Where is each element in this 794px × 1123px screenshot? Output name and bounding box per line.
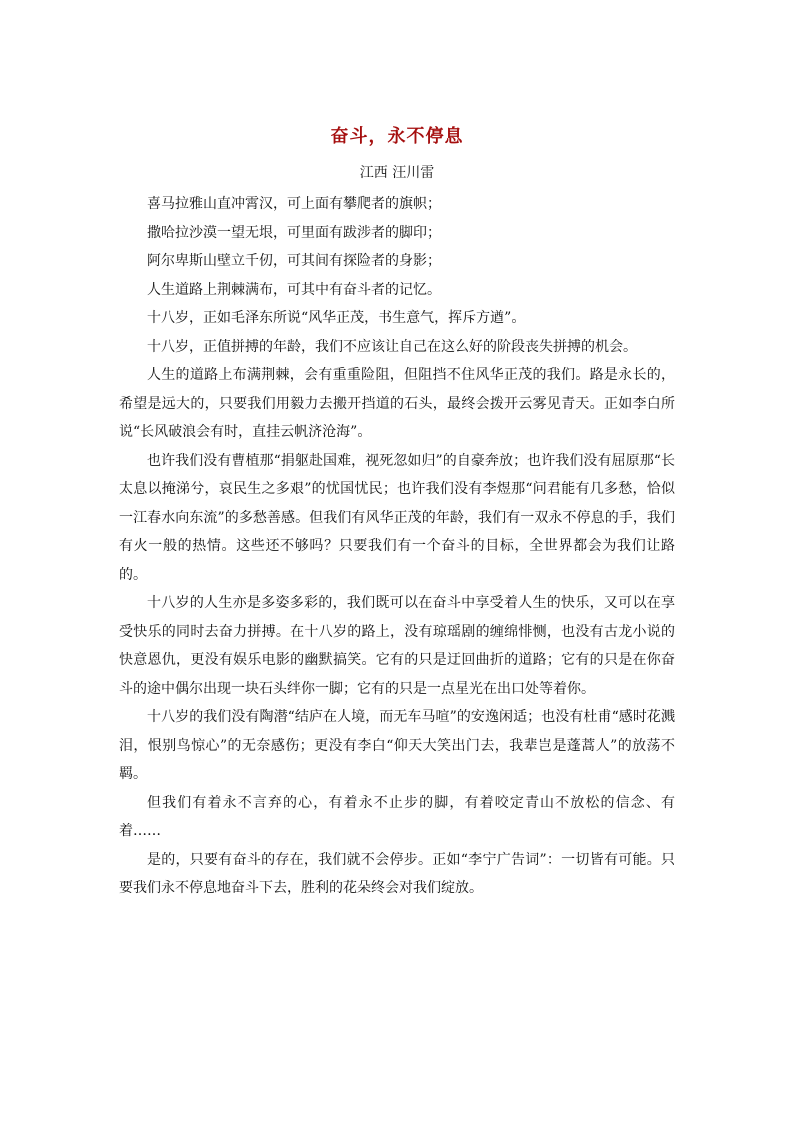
- document-page: [119, 0, 675, 1123]
- paragraph: 十八岁的我们没有陶潜“结庐在人境，而无车马喧”的安逸闲适；也没有杜甫“感时花溅泪，恨别鸟惊心”的无奈感伤；更没有李白“仰天大笑出门去，我辈岂是蓬蒿人”的放荡不羁。: [119, 709, 675, 782]
- paragraph: 十八岁，正如毛泽东所说“风华正茂，书生意气，挥斥方遒”。: [147, 310, 526, 326]
- paragraph: 撒哈拉沙漠一望无垠，可里面有跋涉者的脚印；: [147, 224, 441, 241]
- paragraph: 阿尔卑斯山壁立千仞，可其间有探险者的身影；: [147, 253, 441, 269]
- document-author: 江西 汪川雷: [359, 165, 435, 181]
- paragraph: 是的，只要有奋斗的存在，我们就不会停步。正如“李宁广告词”：一切皆有可能。只要我们永不停息地奋斗下去，胜利的花朵终会对我们绽放。: [119, 851, 675, 896]
- document-title: 奋斗，永不停息: [330, 126, 464, 147]
- paragraph: 也许我们没有曹植那“捐躯赴国难，视死忽如归”的自豪奔放；也许我们没有屈原那“长太息以掩涕兮，哀民生之多艰”的忧国忧民；也许我们没有李煜那“问君能有几多愁，恰似一江春水向东流”的多愁善感。但我们有风华正茂的年龄，我们有一双永不停息的手，我们有火一般的热情。这些还不够吗？只要我们有一个奋斗的目标，全世界都会为我们让路的。: [119, 452, 675, 583]
- paragraph: 十八岁，正值拼搏的年龄，我们不应该让自己在这么好的阶段丧失拼搏的机会。: [147, 338, 637, 355]
- paragraph: 十八岁的人生亦是多姿多彩的，我们既可以在奋斗中享受着人生的快乐，又可以在享受快乐的同时去奋力拼搏。在十八岁的路上，没有琼瑶剧的缠绵悱恻，也没有古龙小说的快意恩仇，更没有娱乐电影的幽默搞笑。它有的只是迂回曲折的道路；它有的只是在你奋斗的途中偶尔出现一块石头绊你一脚；它有的只是一点星光在出口处等着你。: [119, 595, 675, 697]
- paragraph: 人生的道路上布满荆棘，会有重重险阻，但阻挡不住风华正茂的我们。路是永长的，希望是远大的，只要我们用毅力去搬开挡道的石头，最终会拨开云雾见青天。正如李白所说“长风破浪会有时，直挂云帆济沧海”。: [119, 367, 675, 440]
- paragraph: 但我们有着永不言弃的心，有着永不止步的脚，有着咬定青山不放松的信念、有着……: [119, 794, 675, 839]
- paragraph: 喜马拉雅山直冲霄汉，可上面有攀爬者的旗帜；: [147, 196, 441, 212]
- document-body: [119, 190, 675, 903]
- paragraph: 人生道路上荆棘满布，可其中有奋斗者的记忆。: [147, 281, 441, 298]
